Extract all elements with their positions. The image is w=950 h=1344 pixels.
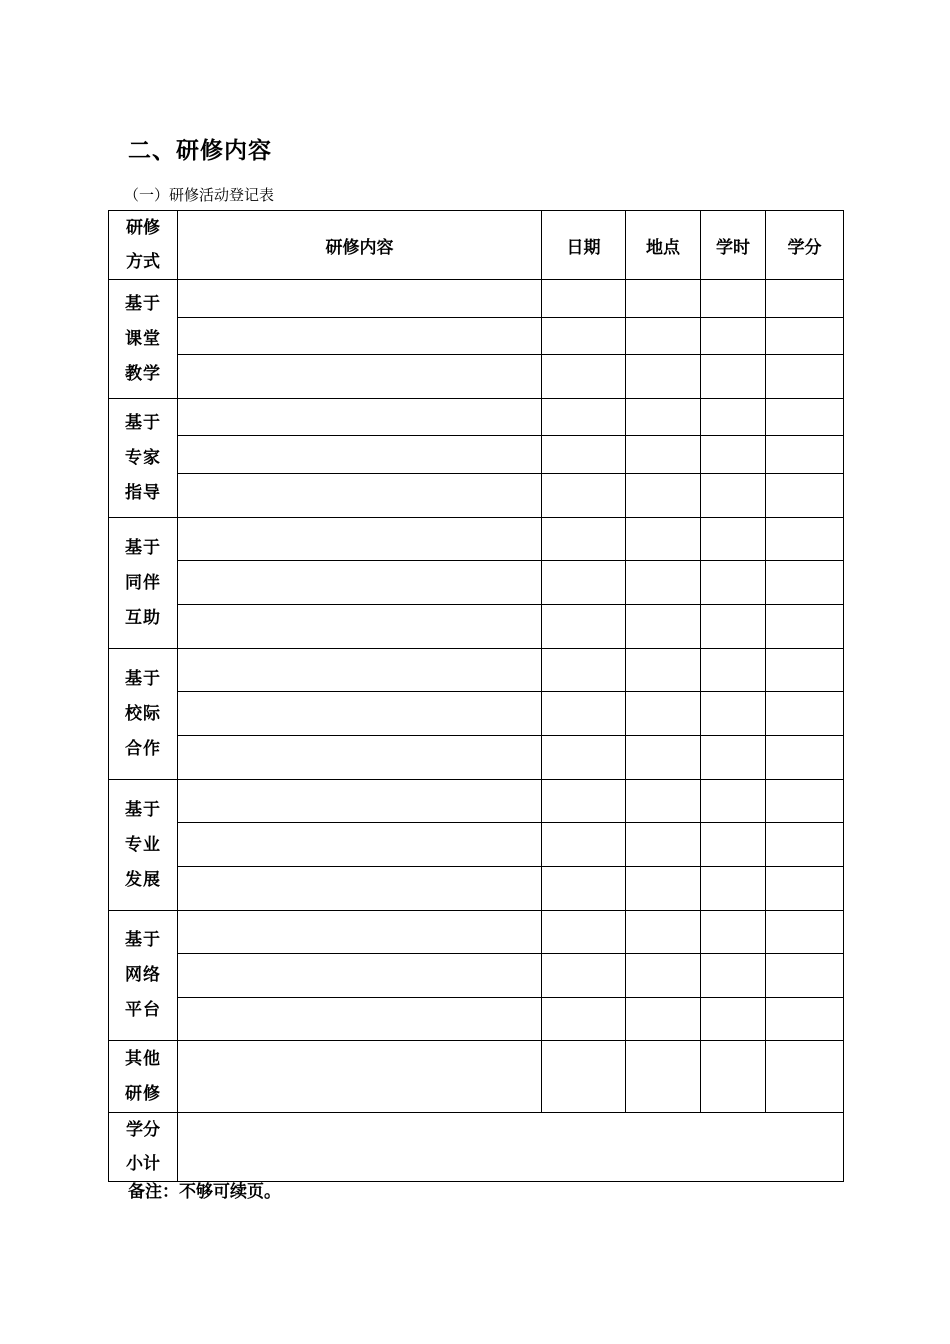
hours-cell[interactable] <box>701 867 766 911</box>
location-cell[interactable] <box>626 605 701 649</box>
content-cell[interactable] <box>178 399 542 436</box>
section-title: 二、研修内容 <box>128 138 272 164</box>
location-cell[interactable] <box>626 954 701 998</box>
table-row <box>109 867 844 911</box>
table-row <box>109 1041 844 1113</box>
location-cell[interactable] <box>626 911 701 954</box>
credits-cell[interactable] <box>766 692 844 736</box>
location-cell[interactable] <box>626 998 701 1041</box>
content-cell[interactable] <box>178 954 542 998</box>
date-cell[interactable] <box>542 736 626 780</box>
credits-cell[interactable] <box>766 436 844 474</box>
content-cell[interactable] <box>178 518 542 561</box>
content-cell[interactable] <box>178 436 542 474</box>
date-cell[interactable] <box>542 911 626 954</box>
credits-cell[interactable] <box>766 474 844 518</box>
subtotal-value-cell[interactable] <box>178 1113 844 1182</box>
subtotal-label: 学分 小计 <box>109 1113 178 1182</box>
location-cell[interactable] <box>626 355 701 399</box>
credits-cell[interactable] <box>766 561 844 605</box>
category-interschool-cooperation: 基于 校际 合作 <box>109 649 178 780</box>
date-cell[interactable] <box>542 561 626 605</box>
hours-cell[interactable] <box>701 518 766 561</box>
date-cell[interactable] <box>542 474 626 518</box>
credits-cell[interactable] <box>766 736 844 780</box>
table-row <box>109 561 844 605</box>
header-date: 日期 <box>542 211 626 280</box>
table-row <box>109 518 844 561</box>
hours-cell[interactable] <box>701 736 766 780</box>
content-cell[interactable] <box>178 911 542 954</box>
hours-cell[interactable] <box>701 561 766 605</box>
date-cell[interactable] <box>542 649 626 692</box>
location-cell[interactable] <box>626 518 701 561</box>
table-row <box>109 998 844 1041</box>
hours-cell[interactable] <box>701 605 766 649</box>
hours-cell[interactable] <box>701 954 766 998</box>
date-cell[interactable] <box>542 280 626 318</box>
date-cell[interactable] <box>542 692 626 736</box>
category-online-platform: 基于 网络 平台 <box>109 911 178 1041</box>
credits-cell[interactable] <box>766 399 844 436</box>
location-cell[interactable] <box>626 867 701 911</box>
credits-cell[interactable] <box>766 823 844 867</box>
content-cell[interactable] <box>178 998 542 1041</box>
date-cell[interactable] <box>542 1041 626 1113</box>
table-row <box>109 605 844 649</box>
table-row <box>109 318 844 355</box>
date-cell[interactable] <box>542 399 626 436</box>
date-cell[interactable] <box>542 318 626 355</box>
date-cell[interactable] <box>542 867 626 911</box>
location-cell[interactable] <box>626 692 701 736</box>
credits-cell[interactable] <box>766 355 844 399</box>
header-hours: 学时 <box>701 211 766 280</box>
table-row <box>109 649 844 692</box>
location-cell[interactable] <box>626 736 701 780</box>
content-cell[interactable] <box>178 780 542 823</box>
hours-cell[interactable] <box>701 780 766 823</box>
table-header-row <box>109 211 844 280</box>
credits-cell[interactable] <box>766 518 844 561</box>
table-row <box>109 911 844 954</box>
date-cell[interactable] <box>542 998 626 1041</box>
credits-cell[interactable] <box>766 780 844 823</box>
content-cell[interactable] <box>178 649 542 692</box>
table-caption: （一）研修活动登记表 <box>124 186 275 204</box>
date-cell[interactable] <box>542 436 626 474</box>
hours-cell[interactable] <box>701 998 766 1041</box>
hours-cell[interactable] <box>701 911 766 954</box>
date-cell[interactable] <box>542 823 626 867</box>
content-cell[interactable] <box>178 318 542 355</box>
credits-cell[interactable] <box>766 280 844 318</box>
date-cell[interactable] <box>542 954 626 998</box>
header-method: 研修 方式 <box>109 211 178 280</box>
content-cell[interactable] <box>178 561 542 605</box>
table-row <box>109 823 844 867</box>
content-cell[interactable] <box>178 605 542 649</box>
table-row <box>109 280 844 318</box>
hours-cell[interactable] <box>701 649 766 692</box>
category-classroom-teaching: 基于 课堂 教学 <box>109 280 178 399</box>
hours-cell[interactable] <box>701 823 766 867</box>
hours-cell[interactable] <box>701 355 766 399</box>
table-row <box>109 399 844 436</box>
date-cell[interactable] <box>542 780 626 823</box>
table-row <box>109 474 844 518</box>
content-cell[interactable] <box>178 474 542 518</box>
hours-cell[interactable] <box>701 474 766 518</box>
location-cell[interactable] <box>626 318 701 355</box>
subtotal-row <box>109 1113 844 1182</box>
credits-cell[interactable] <box>766 911 844 954</box>
table-row <box>109 736 844 780</box>
credits-cell[interactable] <box>766 954 844 998</box>
location-cell[interactable] <box>626 399 701 436</box>
content-cell[interactable] <box>178 736 542 780</box>
content-cell[interactable] <box>178 280 542 318</box>
date-cell[interactable] <box>542 518 626 561</box>
category-other-training: 其他 研修 <box>109 1041 178 1113</box>
hours-cell[interactable] <box>701 692 766 736</box>
hours-cell[interactable] <box>701 436 766 474</box>
category-peer-support: 基于 同伴 互助 <box>109 518 178 649</box>
table-row <box>109 436 844 474</box>
credits-cell[interactable] <box>766 867 844 911</box>
header-content: 研修内容 <box>178 211 542 280</box>
credits-cell[interactable] <box>766 1041 844 1113</box>
content-cell[interactable] <box>178 867 542 911</box>
date-cell[interactable] <box>542 355 626 399</box>
location-cell[interactable] <box>626 280 701 318</box>
header-credits: 学分 <box>766 211 844 280</box>
credits-cell[interactable] <box>766 605 844 649</box>
content-cell[interactable] <box>178 1041 542 1113</box>
date-cell[interactable] <box>542 605 626 649</box>
footnote: 备注：不够可续页。 <box>128 1182 281 1202</box>
hours-cell[interactable] <box>701 1041 766 1113</box>
location-cell[interactable] <box>626 823 701 867</box>
table-row <box>109 692 844 736</box>
hours-cell[interactable] <box>701 318 766 355</box>
activity-record-table <box>108 210 844 1182</box>
header-location: 地点 <box>626 211 701 280</box>
credits-cell[interactable] <box>766 649 844 692</box>
credits-cell[interactable] <box>766 318 844 355</box>
table-row <box>109 954 844 998</box>
location-cell[interactable] <box>626 561 701 605</box>
category-expert-guidance: 基于 专家 指导 <box>109 399 178 518</box>
credits-cell[interactable] <box>766 998 844 1041</box>
location-cell[interactable] <box>626 780 701 823</box>
location-cell[interactable] <box>626 474 701 518</box>
location-cell[interactable] <box>626 436 701 474</box>
hours-cell[interactable] <box>701 280 766 318</box>
content-cell[interactable] <box>178 355 542 399</box>
table-row <box>109 780 844 823</box>
table-row <box>109 355 844 399</box>
location-cell[interactable] <box>626 1041 701 1113</box>
category-professional-development: 基于 专业 发展 <box>109 780 178 911</box>
location-cell[interactable] <box>626 649 701 692</box>
content-cell[interactable] <box>178 823 542 867</box>
content-cell[interactable] <box>178 692 542 736</box>
hours-cell[interactable] <box>701 399 766 436</box>
